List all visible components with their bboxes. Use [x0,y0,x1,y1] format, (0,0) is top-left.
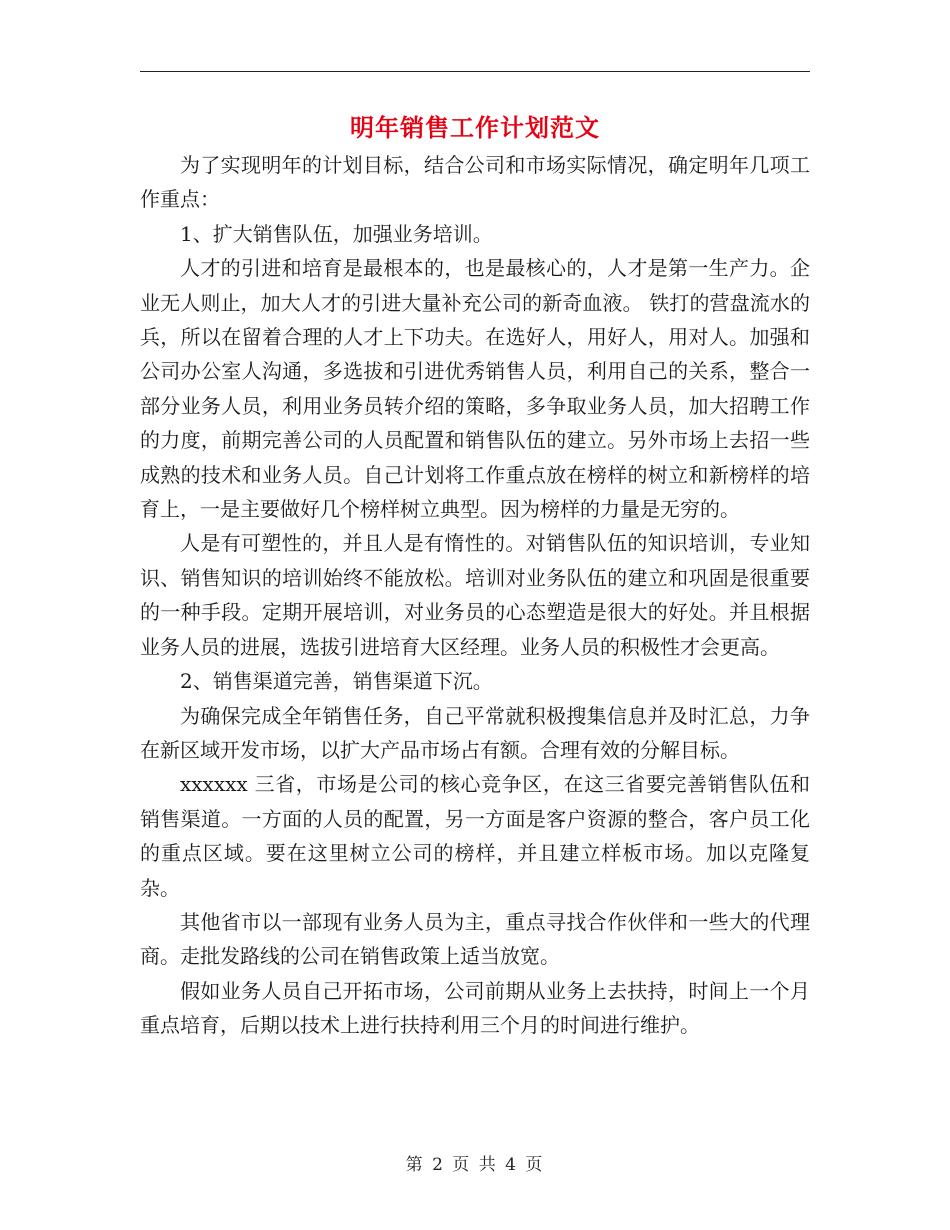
paragraph-three-provinces: xxxxxx 三省，市场是公司的核心竞争区，在这三省要完善销售队伍和销售渠道。一方面的人员的配置，另一方面是客户资源的整合，客户员工化的重点区域。要在这里树立公司的榜样，并且建立样板市场。加以克隆复杂。 [140,772,810,900]
header-rule [140,71,810,72]
paragraph-other-provinces: 其他省市以一部现有业务人员为主，重点寻找合作伙伴和一些大的代理商。走批发路线的公司在销售政策上适当放宽。 [140,909,810,969]
paragraph-intro: 为了实现明年的计划目标，结合公司和市场实际情况，确定明年几项工作重点： [140,153,810,212]
paragraph-sales-target: 为确保完成全年销售任务，自己平常就积极搜集信息并及时汇总，力争在新区域开发市场，以扩大产品市场占有额。合理有效的分解目标。 [140,703,810,762]
section-heading-2: 2、销售渠道完善，销售渠道下沉。 [180,669,493,694]
paragraph-market-support: 假如业务人员自己开拓市场，公司前期从业务上去扶持，时间上一个月重点培育，后期以技术上进行扶持利用三个月的时间进行维护。 [140,978,810,1038]
document-title: 明年销售工作计划范文 [350,113,600,142]
section-heading-1: 1、扩大销售队伍，加强业务培训。 [180,221,493,246]
document-body [140,148,810,1043]
page-number-footer: 第 2 页 共 4 页 [405,1155,545,1175]
paragraph-training: 人是有可塑性的，并且人是有惰性的。对销售队伍的知识培训，专业知识、销售知识的培训始终不能放松。培训对业务队伍的建立和巩固是很重要的一种手段。定期开展培训，对业务员的心态塑造是很大的好处。并且根据业务人员的进展，选拔引进培育大区经理。业务人员的积极性才会更高。 [140,531,810,659]
paragraph-talent: 人才的引进和培育是最根本的，也是最核心的，人才是第一生产力。企业无人则止，加大人才的引进大量补充公司的新奇血液。 铁打的营盘流水的兵，所以在留着合理的人才上下功夫。在选好人，用好人，用对人。加强和公司办公室人沟通，多选拔和引进优秀销售人员，利用自己的关系，整合一部分业务人员，利用业务员转介绍的策略，多争取业务人员，加大招聘工作的力度，前期完善公司的人员配置和销售队伍的建立。另外市场上去招一些成熟的技术和业务人员。自己计划将工作重点放在榜样的树立和新榜样的培育上，一是主要做好几个榜样树立典型。因为榜样的力量是无穷的。 [140,256,810,522]
